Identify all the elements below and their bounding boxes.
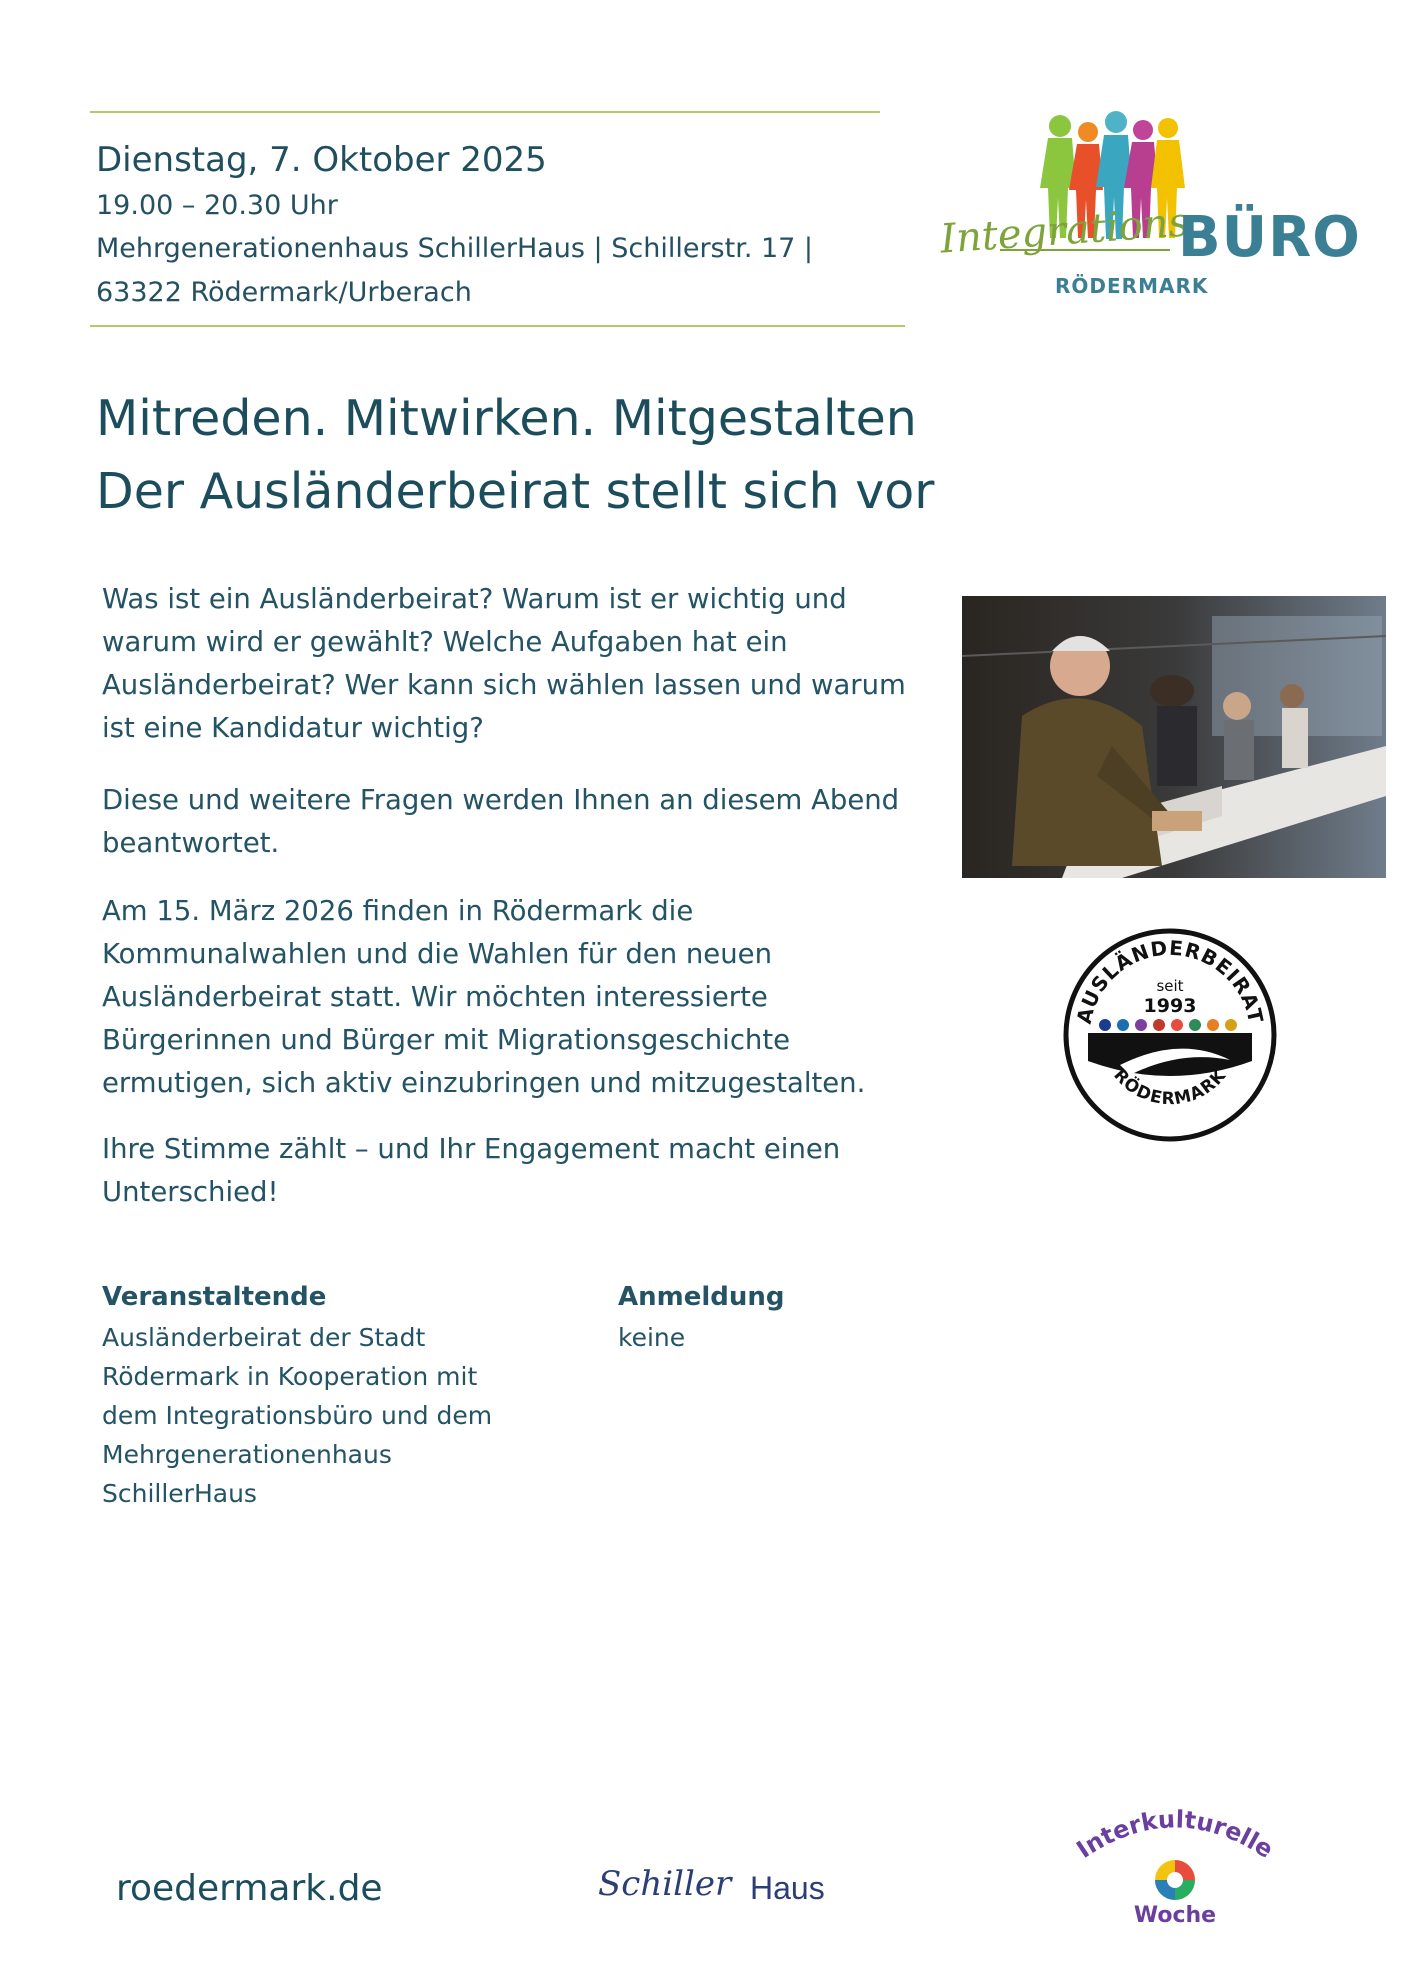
body-p2-text: Diese und weitere Fragen werden Ihnen an diesem Abend beantwortet. <box>102 784 900 859</box>
integration-script-text: Integrations <box>938 199 1191 263</box>
woche-line2-text: Woche <box>1133 1903 1217 1928</box>
badge-year-text: 1993 <box>1143 995 1197 1017</box>
registration-heading: Anmeldung <box>618 1282 785 1312</box>
schillerhaus-logo <box>598 1848 828 1918</box>
voting-photo <box>962 596 1386 878</box>
badge-bottom-text: RÖDERMARK <box>1109 1065 1231 1110</box>
registration-text: keine <box>618 1323 686 1352</box>
body-p3-text: Am 15. März 2026 finden in Rödermark die Kommunalwahlen und die Wahlen für den neuen Ausländerbeirat statt. Wir möchten interessierte Bürgerinnen und Bürger mit Migrationsgeschichte ermutigen, sich aktiv einzubringen und mitzugestalten. <box>102 895 866 1099</box>
top-rule <box>90 111 880 113</box>
body-p1-text: Was ist ein Ausländerbeirat? Warum ist er wichtig und warum wird er gewählt? Welche Aufgaben hat ein Ausländerbeirat? Wer kann sich wählen lassen und warum ist eine Kandidatur wichtig? <box>102 583 906 744</box>
integrationsbuero-logo <box>938 108 1361 308</box>
footer-url-link[interactable]: roedermark.de <box>116 1868 383 1909</box>
event-time: 19.00 – 20.30 Uhr <box>96 190 338 221</box>
organizer-text: Ausländerbeirat der Stadt Rödermark in Kooperation mit dem Integrationsbüro und dem Mehrgenerationenhaus SchillerHaus <box>102 1323 493 1508</box>
integration-bold-text: BÜRO <box>1178 205 1361 270</box>
headline-line2: Der Ausländerbeirat stellt sich vor <box>96 463 935 520</box>
body-paragraph-4 <box>102 1128 892 1214</box>
body-paragraph-3 <box>102 890 932 1105</box>
integration-sub-text: RÖDERMARK <box>1055 274 1209 298</box>
schillerhaus-text: Haus <box>750 1870 825 1906</box>
woche-eye-icon <box>1070 1800 1280 1930</box>
headline-line1: Mitreden. Mitwirken. Mitgestalten <box>96 390 917 447</box>
body-p4-text: Ihre Stimme zählt – und Ihr Engagement macht einen Unterschied! <box>102 1133 841 1208</box>
schillerhaus-script: Schiller <box>598 1864 732 1904</box>
woche-line1-text: Interkulturelle <box>1071 1805 1279 1864</box>
interkulturelle-woche-logo <box>1070 1800 1280 1930</box>
badge-top-text: AUSLÄNDERBEIRAT <box>1071 935 1269 1026</box>
event-date: Dienstag, 7. Oktober 2025 <box>96 140 547 180</box>
body-paragraph-2 <box>102 779 932 865</box>
badge-seit-text: seit <box>1156 977 1184 995</box>
organizer-heading: Veranstaltende <box>102 1282 327 1312</box>
info-rule <box>90 325 905 327</box>
auslaenderbeirat-badge <box>1060 925 1280 1145</box>
body-paragraph-1 <box>102 578 932 750</box>
badge-emblem-icon <box>1060 925 1280 1145</box>
voters-photo-illustration <box>962 596 1386 878</box>
event-venue-line1: Mehrgenerationenhaus SchillerHaus | Schillerstr. 17 | <box>96 233 814 264</box>
event-venue-line2: 63322 Rödermark/Urberach <box>96 277 472 308</box>
svg-text:Interkulturelle <box>1071 1805 1278 1864</box>
